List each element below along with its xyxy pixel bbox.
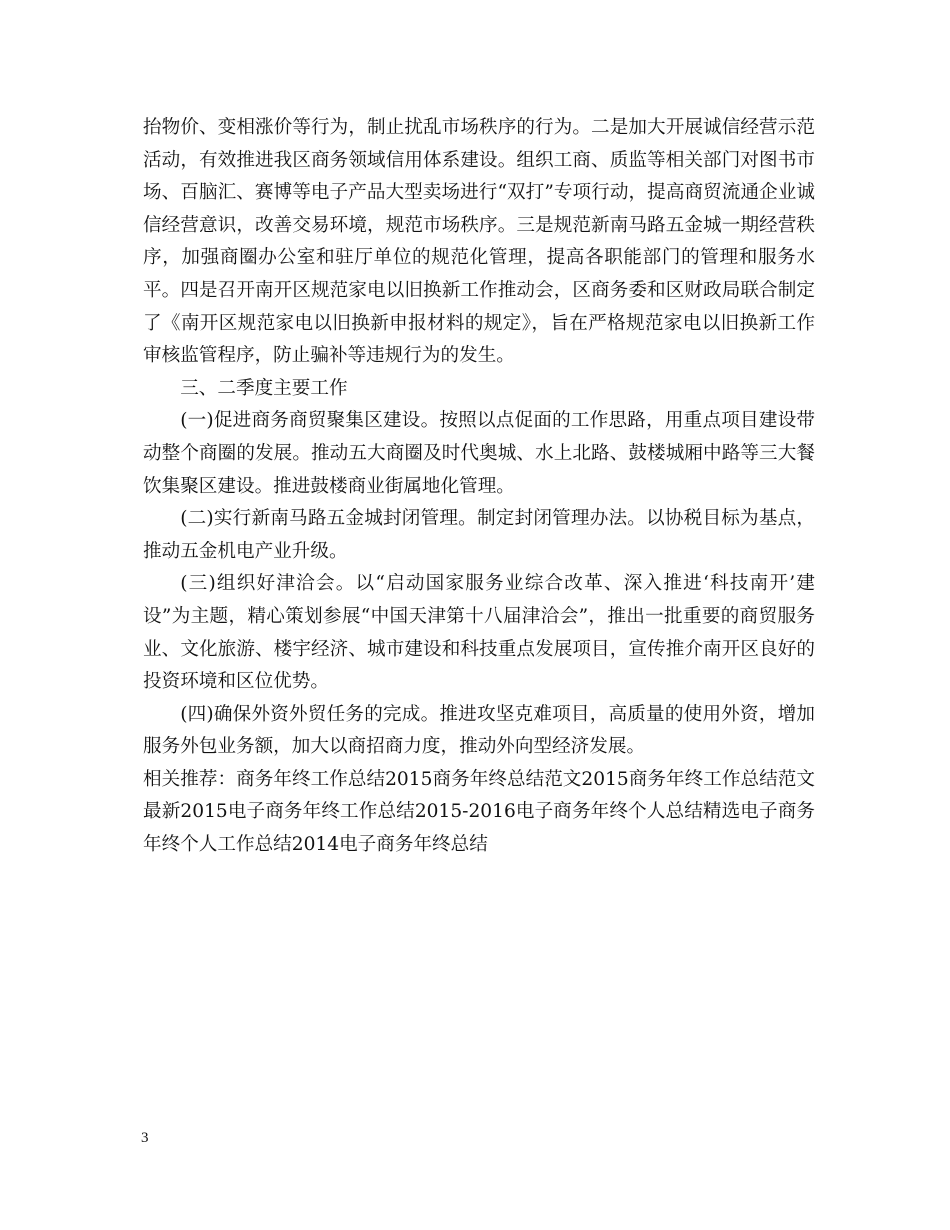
page-number: 3 [141,1130,149,1146]
paragraph-item-2: (二)实行新南马路五金城封闭管理。制定封闭管理办法。以协税目标为基点，推动五金机电产业升级。 [143,508,815,562]
paragraph-continuation: 抬物价、变相涨价等行为，制止扰乱市场秩序的行为。二是加大开展诚信经营示范活动，有效推进我区商务领域信用体系建设。组织工商、质监等相关部门对图书市场、百脑汇、赛博等电子产品大型卖场进行“双打”专项行动，提高商贸流通企业诚信经营意识，改善交易环境，规范市场秩序。三是规范新南马路五金城一期经营秩序，加强商圈办公室和驻厅单位的规范化管理，提高各职能部门的管理和服务水平。四是召开南开区规范家电以旧换新工作推动会，区商务委和区财政局联合制定了《南开区规范家电以旧换新申报材料的规定》，旨在严格规范家电以旧换新工作审核监管程序，防止骗补等违规行为的发生。 [143,117,815,367]
paragraph-item-1: (一)促进商务商贸聚集区建设。按照以点促面的工作思路，用重点项目建设带动整个商圈的发展。推动五大商圈及时代奥城、水上北路、鼓楼城厢中路等三大餐饮集聚区建设。推进鼓楼商业街属地化管理。 [143,410,815,497]
section-heading: 三、二季度主要工作 [180,377,348,399]
paragraph-item-4: (四)确保外资外贸任务的完成。推进攻坚克难项目，高质量的使用外资，增加服务外包业务额，加大以商招商力度，推动外向型经济发展。 [143,703,815,758]
document-body [143,112,815,862]
paragraph-item-3: (三)组织好津洽会。以“启动国家服务业综合改革、深入推进‘科技南开’建设”为主题，精心策划参展“中国天津第十八届津洽会”，推出一批重要的商贸服务业、文化旅游、楼宇经济、城市建设和科技重点发展项目，宣传推介南开区良好的投资环境和区位优势。 [143,573,815,693]
related-recommendations: 相关推荐：商务年终工作总结2015商务年终总结范文2015商务年终工作总结范文最新2015电子商务年终工作总结2015-2016电子商务年终个人总结精选电子商务年终个人工作总结2014电子商务年终总结 [143,768,815,856]
